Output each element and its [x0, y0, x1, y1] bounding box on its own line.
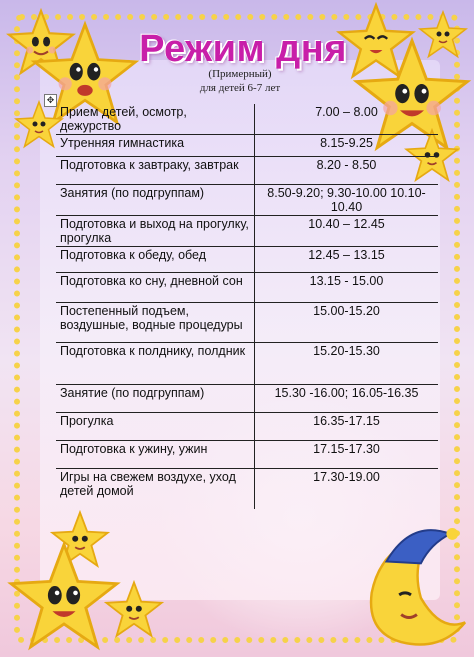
table-row [56, 343, 438, 385]
activity-cell: Утренняя гимнастика [56, 135, 255, 157]
table-move-handle-icon[interactable]: ✥ [44, 94, 57, 107]
table-row [56, 273, 438, 303]
activity-cell: Подготовка к полднику, полдник [56, 343, 255, 385]
table-row [56, 303, 438, 343]
activity-cell: Подготовка к ужину, ужин [56, 441, 255, 469]
table-row [56, 247, 438, 273]
time-cell: 8.50-9.20; 9.30-10.00 10.10-10.40 [255, 185, 439, 216]
activity-cell: Игры на свежем воздухе, уход детей домой [56, 469, 255, 509]
activity-cell: Подготовка ко сну, дневной сон [56, 273, 255, 303]
activity-cell: Занятие (по подгруппам) [56, 385, 255, 413]
activity-cell: Прогулка [56, 413, 255, 441]
table-row [56, 385, 438, 413]
table-row [56, 185, 438, 216]
activity-cell: Прием детей, осмотр, дежурство [56, 104, 255, 135]
time-cell: 10.40 – 12.45 [255, 216, 439, 247]
time-cell: 12.45 – 13.15 [255, 247, 439, 273]
table-row [56, 157, 438, 185]
time-cell: 17.30-19.00 [255, 469, 439, 509]
time-cell: 16.35-17.15 [255, 413, 439, 441]
time-cell: 8.15-9.25 [255, 135, 439, 157]
activity-cell: Подготовка и выход на прогулку, прогулка [56, 216, 255, 247]
page-title: Режим дня [139, 28, 347, 70]
time-cell: 15.00-15.20 [255, 303, 439, 343]
table-row [56, 441, 438, 469]
sleeping-moon-icon [352, 524, 470, 652]
activity-cell: Подготовка к завтраку, завтрак [56, 157, 255, 185]
activity-cell: Постепенный подъем, воздушные, водные процедуры [56, 303, 255, 343]
time-cell: 17.15-17.30 [255, 441, 439, 469]
time-cell: 13.15 - 15.00 [255, 273, 439, 303]
time-cell: 7.00 – 8.00 [255, 104, 439, 135]
star-face-icon [104, 580, 164, 640]
time-cell: 8.20 - 8.50 [255, 157, 439, 185]
table-row [56, 413, 438, 441]
table-row [56, 216, 438, 247]
activity-cell: Подготовка к обеду, обед [56, 247, 255, 273]
page-subtitle: (Примерный) [208, 68, 272, 80]
time-cell: 15.30 -16.00; 16.05-16.35 [255, 385, 439, 413]
schedule-table [56, 104, 438, 509]
time-cell: 15.20-15.30 [255, 343, 439, 385]
table-row [56, 135, 438, 157]
age-group-label: для детей 6-7 лет [199, 82, 281, 94]
activity-cell: Занятия (по подгруппам) [56, 185, 255, 216]
table-row [56, 469, 438, 509]
table-row [56, 104, 438, 135]
